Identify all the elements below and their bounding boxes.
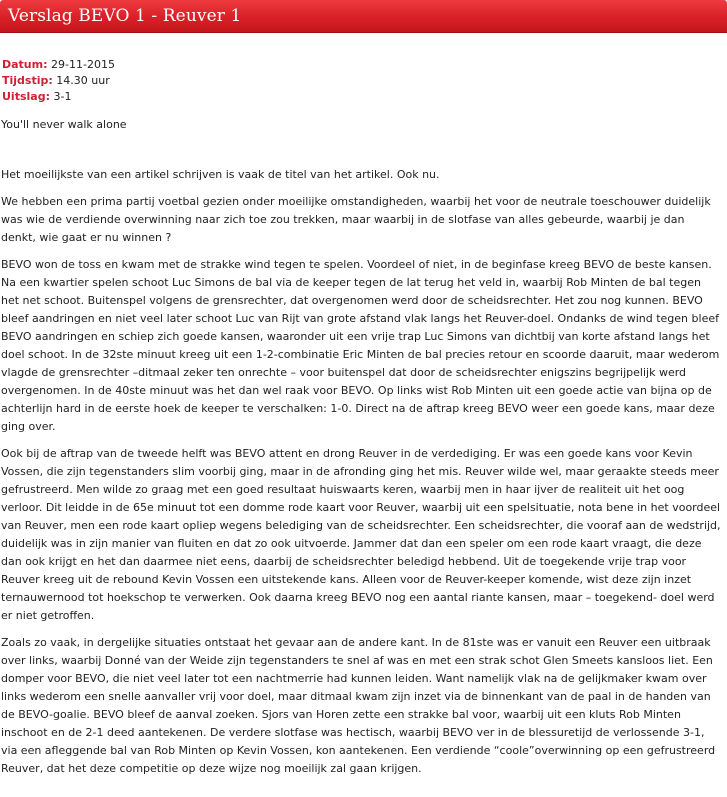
result-row bbox=[2, 89, 727, 105]
date-row bbox=[2, 57, 727, 73]
date-label: Datum: bbox=[2, 58, 48, 71]
date-value: 29-11-2015 bbox=[51, 58, 115, 71]
match-details bbox=[0, 57, 727, 105]
article-paragraph: Ook bij de aftrap van de tweede helft was BEVO attent en drong Reuver in de verdediging. Er was een goede kans voor Kevin Vossen, die zijn tegenstanders slim voorbij ging, maar in de afronding ging het mis. Reuver wilde wel, maar geraakte steeds meer gefrustreerd. Men wilde zo graag met een goed resultaat huiswaarts keren, waarbij men in haar ijver de realiteit uit het oog verloor. Dit leidde in de 65e minuut tot een domme rode kaart voor Reuver, waarbij uit een spelsituatie, nota bene in het voordeel van Reuver, men een rode kaart opliep wegens belediging van de scheidsrechter. Een scheidsrechter, die vooraf aan de wedstrijd, duidelijk was in zijn manier van fluiten en dat zo ook uitvoerde. Jammer dat dan een speler om een rode kaart vraagt, die deze dan ook krijgt en het dan daarmee niet eens, daarbij de scheidsrechter beledigd hebbend. Uit de toegekende vrije trap voor Reuver kreeg uit de rebound Kevin Vossen een uitstekende kans. Alleen voor de Reuver-keeper komende, wist deze zijn inzet ternauwernood tot hoekschop te verwerken. Ook daarna kreeg BEVO nog een aantal riante kansen, maar – toegekend- doel werd er niet getroffen. bbox=[1, 447, 721, 622]
article-paragraph: BEVO won de toss en kwam met de strakke wind tegen te spelen. Voordeel of niet, in de beginfase kreeg BEVO de beste kansen. Na een kwartier spelen schoot Luc Simons de bal via de keeper tegen de lat terug het veld in, waarbij Rob Minten de bal tegen het net schoot. Buitenspel volgens de grensrechter, dat overgenomen werd door de scheidsrechter. Het zou nog kunnen. BEVO bleef aandringen en niet veel later schoot Luc van Rijt van grote afstand vlak langs het Reuver-doel. Ondanks de wind tegen bleef BEVO aandringen en schiep zich goede kansen, waaronder uit een vrije trap Luc Simons van dichtbij van korte afstand langs het doel schoot. In de 32ste minuut kreeg uit een 1-2-combinatie Eric Minten de bal precies retour en scoorde daaruit, maar wederom vlagde de grensrechter –ditmaal zeker ten onrechte – voor buitenspel dat door de scheidsrechter enigszins begrijpelijk werd overgenomen. In de 40ste minuut was het dan wel raak voor BEVO. Op links wist Rob Minten uit een goede actie van bijna op de achterlijn hard in de eerste hoek de keeper te verschalken: 1-0. Direct na de aftrap kreeg BEVO weer een goede kans, maar deze ging over. bbox=[1, 258, 720, 433]
article-body bbox=[1, 166, 721, 778]
article-paragraph: Zoals zo vaak, in dergelijke situaties ontstaat het gevaar aan de andere kant. In de 81ste was er vanuit een Reuver een uitbraak over links, waarbij Donné van der Weide zijn tegenstanders te snel af was en met een strak schot Glen Smeets kansloos liet. Een domper voor BEVO, die niet veel later tot een nachtmerrie had kunnen leiden. Want namelijk vlak na de gelijkmaker kwam over links wederom een snelle aanvaller vrij voor doel, maar ditmaal kwam zijn inzet via de binnenkant van de paal in de handen van de BEVO-goalie. BEVO bleef de aanval zoeken. Sjors van Horen zette een strakke bal voor, waarbij uit een kluts Rob Minten inschoot en de 2-1 deed aantekenen. De verdere slotfase was hectisch, waarbij BEVO ver in de blessuretijd de verlossende 3-1, via een afleggende bal van Rob Minten op Kevin Vossen, kon aantekenen. Een verdiende “coole”overwinning op een gefrustreerd Reuver, dat het deze competitie op deze wijze nog moeilijk zal gaan krijgen. bbox=[1, 636, 716, 775]
article-title: Verslag BEVO 1 - Reuver 1 bbox=[8, 6, 242, 26]
result-value: 3-1 bbox=[53, 90, 72, 103]
article-subtitle: You'll never walk alone bbox=[1, 118, 127, 131]
time-label: Tijdstip: bbox=[2, 74, 53, 87]
article-paragraph: We hebben een prima partij voetbal gezien onder moeilijke omstandigheden, waarbij het voor de neutrale toeschouwer duidelijk was wie de verdiende overwinning naar zich toe zou trekken, maar waarbij in de slotfase van alles gebeurde, waarbij je dan denkt, wie gaat er nu winnen ? bbox=[1, 195, 711, 244]
result-label: Uitslag: bbox=[2, 90, 50, 103]
article-header bbox=[0, 0, 727, 33]
article-paragraph: Het moeilijkste van een artikel schrijven is vaak de titel van het artikel. Ook nu. bbox=[1, 168, 440, 181]
time-value: 14.30 uur bbox=[56, 74, 110, 87]
time-row bbox=[2, 73, 727, 89]
